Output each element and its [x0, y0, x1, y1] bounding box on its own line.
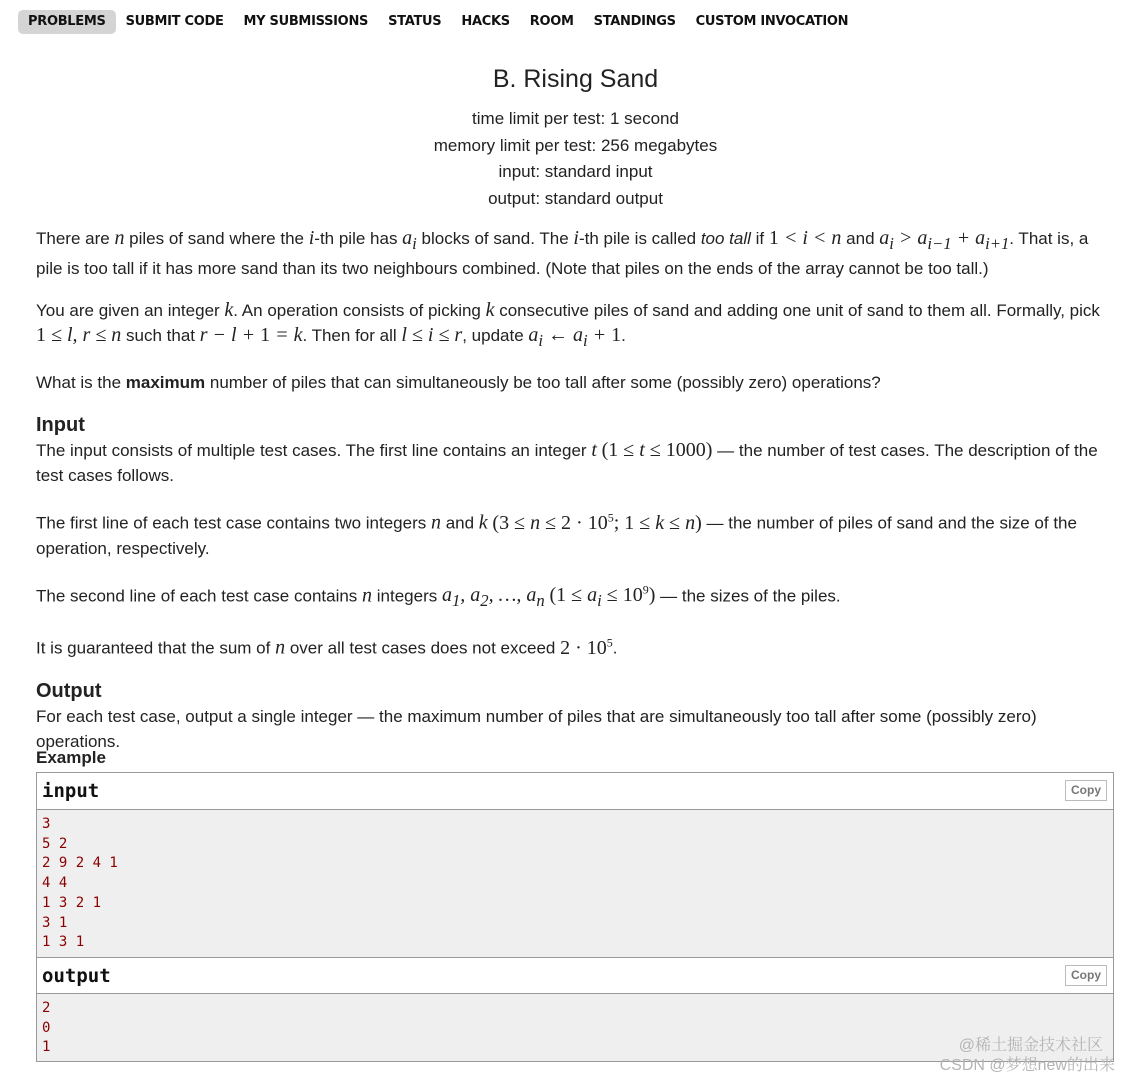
nav-problems[interactable]: PROBLEMS	[18, 10, 116, 34]
legend-paragraph-3: What is the maximum number of piles that can simultaneously be too tall after some (possibly zero) operations?	[36, 373, 881, 392]
input-section-title: Input	[36, 414, 85, 436]
nav-room[interactable]: ROOM	[529, 14, 574, 29]
input-spec: input: standard input	[498, 162, 653, 181]
sample-input[interactable]	[42, 815, 118, 953]
input-paragraph-1: The input consists of multiple test cases. The first line contains an integer t (1 ≤ t ≤ 1000) — the number of test cases. The description of the test cases follows.	[36, 439, 1098, 485]
nav-submit-code[interactable]: SUBMIT CODE	[125, 14, 224, 29]
copy-input-button[interactable]: Copy	[1065, 780, 1107, 801]
contest-nav	[18, 10, 858, 34]
output-line: 0	[42, 1019, 51, 1036]
problem-title: B. Rising Sand	[492, 65, 659, 93]
output-label: output	[42, 965, 111, 987]
sample-output[interactable]	[42, 999, 50, 1058]
nav-standings[interactable]: STANDINGS	[593, 14, 676, 29]
input-line: 3 1	[42, 914, 68, 931]
output-line: 2	[42, 1000, 51, 1016]
input-header	[37, 773, 1113, 810]
input-line: 1 3 2 1	[42, 894, 102, 911]
output-line: 1	[42, 1039, 51, 1056]
nav-custom-invocation[interactable]: CUSTOM INVOCATION	[695, 14, 849, 29]
watermark-juejin: @稀土掘金技术社区	[958, 1037, 1103, 1054]
output-paragraph: For each test case, output a single integer — the maximum number of piles that are simultaneously too tall after some (possibly zero) operations.	[36, 706, 1037, 751]
input-line: 2 9 2 4 1	[42, 855, 118, 872]
problem-header	[0, 64, 1131, 212]
input-paragraph-2: The first line of each test case contains two integers n and k ($3 \le n \le 2 \cdot 10^5$; 1 ≤ k ≤ n) — the number of piles of sand and the size of the operation, respectively.	[36, 510, 1077, 558]
example-title: Example	[36, 748, 106, 767]
input-paragraph-4: It is guaranteed that the sum of n over all test cases does not exceed $2 \cdot 10^5$.	[36, 635, 618, 659]
output-header	[37, 957, 1113, 994]
watermark-csdn: CSDN @梦想new的出来	[939, 1057, 1115, 1074]
nav-my-submissions[interactable]: MY SUBMISSIONS	[243, 14, 369, 29]
legend-paragraph-1: There are n piles of sand where the i-th pile has $a_i$ blocks of sand. The i-th pile is called too tall if 1 < i < n and $a_i > a_{i-1} + a_{i+1}$. That is, a pile is too tall if it has more sand than its two neighbours combined. (Note that piles on the ends of the array cannot be too tall.)	[36, 227, 1089, 278]
problem-statement	[36, 226, 1106, 771]
input-paragraph-3: The second line of each test case contains n integers $a_1$, $a_2$, …, $a_n$ $(1 \le a_i \le 10^9)$ — the sizes of the piles.	[36, 582, 841, 611]
maximum-emphasis: maximum	[125, 373, 206, 392]
input-line: 4 4	[42, 875, 68, 892]
output-section-title: Output	[36, 679, 102, 702]
input-label: input	[42, 780, 100, 802]
time-limit: time limit per test: 1 second	[472, 109, 679, 128]
input-line: 3	[42, 816, 51, 832]
input-line: 5 2	[42, 835, 68, 852]
copy-output-button[interactable]: Copy	[1065, 965, 1107, 986]
example-box	[36, 772, 1114, 1062]
output-spec: output: standard output	[488, 188, 663, 208]
legend-paragraph-2: You are given an integer k. An operation consists of picking k consecutive piles of sand and adding one unit of sand to them all. Formally, pick 1 ≤ l, r ≤ n such that r − l + 1 = k. Then for all l ≤ i ≤ r, update $a_i$ ← $a_i + 1$.	[36, 299, 1100, 350]
input-line: 1 3 1	[42, 934, 85, 951]
memory-limit: memory limit per test: 256 megabytes	[433, 135, 718, 155]
nav-hacks[interactable]: HACKS	[461, 14, 510, 29]
nav-status[interactable]: STATUS	[388, 14, 442, 29]
